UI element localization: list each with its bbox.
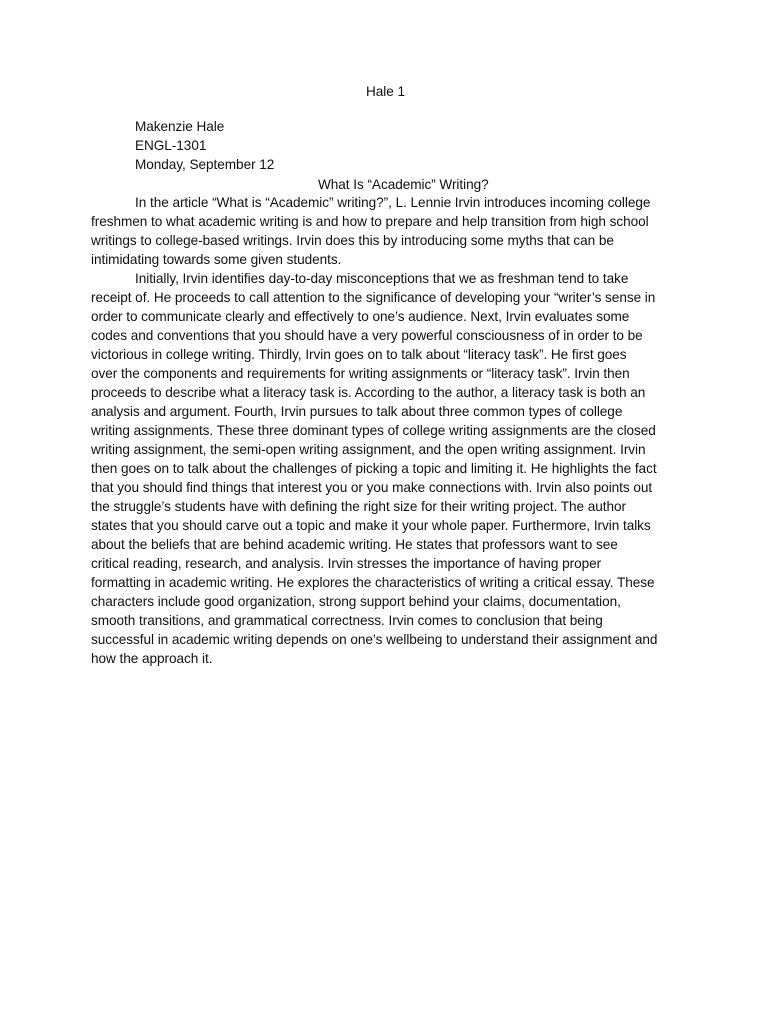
essay-title: What Is “Academic” Writing? — [318, 177, 489, 192]
paragraph-2-line: codes and conventions that you should have a very powerful consciousness of in order to be — [91, 328, 643, 343]
author-name: Makenzie Hale — [135, 119, 225, 134]
course-code: ENGL-1301 — [135, 138, 207, 153]
paragraph-2-line: that you should find things that interest you or you make connections with. Irvin also points out — [91, 480, 653, 495]
paragraph-2-line: analysis and argument. Fourth, Irvin pursues to talk about three common types of college — [91, 404, 623, 419]
paragraph-2-line: about the beliefs that are behind academic writing. He states that professors want to see — [91, 537, 618, 552]
date-line: Monday, September 12 — [135, 157, 275, 172]
paragraph-2-line: proceeds to describe what a literacy task is. According to the author, a literacy task is both an — [91, 385, 646, 400]
paragraph-1-line: writings to college-based writings. Irvin does this by introducing some myths that can be — [91, 233, 614, 248]
paragraph-2-line: characters include good organization, strong support behind your claims, documentation, — [91, 594, 621, 609]
paragraph-2-line: writing assignments. These three dominant types of college writing assignments are the closed — [91, 423, 656, 438]
running-head: Hale 1 — [366, 84, 405, 99]
paragraph-2-line: smooth transitions, and grammatical correctness. Irvin comes to conclusion that being — [91, 613, 603, 628]
paragraph-2-line: victorious in college writing. Thirdly, Irvin goes on to talk about “literacy task”. He first goes — [91, 347, 627, 362]
paragraph-2-line: Initially, Irvin identifies day-to-day misconceptions that we as freshman tend to take — [135, 271, 629, 286]
paragraph-2-line: order to communicate clearly and effectively to one’s audience. Next, Irvin evaluates some — [91, 309, 630, 324]
paragraph-2-line: formatting in academic writing. He explores the characteristics of writing a critical essay. These — [91, 575, 655, 590]
paragraph-2-line: receipt of. He proceeds to call attention to the significance of developing your “writer’s sense in — [91, 290, 656, 305]
paragraph-2-line: then goes on to talk about the challenges of picking a topic and limiting it. He highlights the fact — [91, 461, 657, 476]
paragraph-1-line: freshmen to what academic writing is and how to prepare and help transition from high school — [91, 214, 649, 229]
paragraph-2-line: states that you should carve out a topic and make it your whole paper. Furthermore, Irvin talks — [91, 518, 651, 533]
paragraph-2-line: how the approach it. — [91, 651, 213, 666]
paragraph-2-line: successful in academic writing depends on one’s wellbeing to understand their assignment and — [91, 632, 658, 647]
paragraph-2-line: writing assignment, the semi-open writing assignment, and the open writing assignment. Irvin — [91, 442, 646, 457]
paragraph-2-line: the struggle’s students have with defining the right size for their writing project. The author — [91, 499, 627, 514]
paragraph-1-line: In the article “What is “Academic” writing?”, L. Lennie Irvin introduces incoming college — [135, 195, 651, 210]
paragraph-2-line: critical reading, research, and analysis. Irvin stresses the importance of having proper — [91, 556, 602, 571]
paragraph-2-line: over the components and requirements for writing assignments or “literacy task”. Irvin then — [91, 366, 630, 381]
paragraph-1-line: intimidating towards some given students. — [91, 252, 342, 267]
